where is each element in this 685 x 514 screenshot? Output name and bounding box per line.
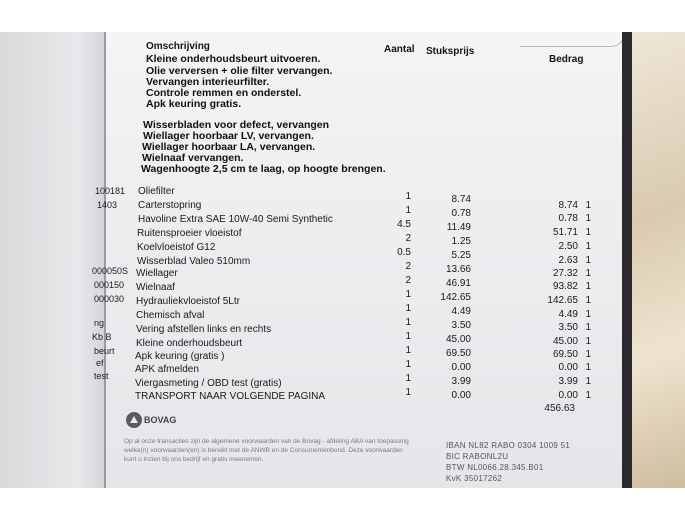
item-qty: 1 (405, 317, 411, 328)
item-qty: 1 (405, 345, 411, 356)
header-unit-price: Stuksprijs (426, 46, 475, 57)
item-amount: 93.82 (552, 281, 578, 292)
bovag-emblem-icon (126, 412, 142, 428)
item-qty: 2 (405, 275, 411, 286)
item-flag: 1 (585, 213, 591, 224)
item-unit-price: 3.50 (451, 320, 471, 331)
item-qty: 1 (405, 303, 411, 314)
item-flag: 1 (585, 295, 591, 306)
description-line: Controle remmen en onderstel. (146, 87, 302, 99)
item-name: Wielnaaf (136, 282, 175, 293)
binder-spine (0, 32, 112, 488)
item-qty: 2 (405, 233, 411, 244)
item-unit-price: 142.65 (440, 292, 471, 303)
left-fragment: test (94, 371, 109, 381)
footer-line: kunt u inzien bij ons bedrijf en gratis meenemen. (124, 456, 264, 463)
item-name: Viergasmeting / OBD test (gratis) (135, 378, 282, 389)
item-name: APK afmelden (135, 364, 199, 375)
item-flag: 1 (585, 268, 591, 279)
item-flag: 1 (585, 376, 591, 387)
description-line: Kleine onderhoudsbeurt uitvoeren. (146, 53, 321, 65)
item-flag: 1 (585, 390, 591, 401)
item-flag: 1 (585, 322, 591, 333)
item-flag: 1 (585, 200, 591, 211)
article-code: 000030 (94, 294, 125, 304)
item-name: Vering afstellen links en rechts (136, 324, 272, 335)
item-qty: 1 (405, 331, 411, 342)
item-flag: 1 (585, 309, 591, 320)
description-line: Wiellager hoorbaar LA, vervangen. (142, 141, 316, 153)
left-fragment: ng (94, 318, 105, 328)
description-line: Wagenhoogte 2,5 cm te laag, op hoogte brengen. (141, 163, 386, 175)
item-name: Kleine onderhoudsbeurt (136, 338, 243, 349)
bovag-logo-text: BOVAG (144, 415, 177, 425)
item-amount: 0.00 (558, 390, 578, 401)
item-amount: 45.00 (552, 336, 578, 347)
item-amount: 69.50 (552, 349, 578, 360)
item-unit-price: 0.78 (451, 208, 471, 219)
transport-total: 456.63 (544, 403, 575, 414)
item-flag: 1 (585, 336, 591, 347)
item-unit-price: 13.66 (445, 264, 471, 275)
item-name: Oliefilter (138, 186, 175, 197)
description-line: Vervangen interieurfilter. (146, 76, 270, 88)
item-qty: 1 (405, 289, 411, 300)
left-fragment: Kb B (92, 332, 112, 342)
item-amount: 4.49 (558, 309, 578, 320)
item-amount: 142.65 (547, 295, 578, 306)
item-flag: 1 (585, 281, 591, 292)
item-name: Wisserblad Valeo 510mm (137, 256, 251, 267)
item-amount: 0.00 (558, 362, 578, 373)
kvk-number: KvK 35017262 (446, 474, 503, 483)
item-unit-price: 11.49 (446, 222, 471, 233)
item-amount: 27.32 (552, 268, 578, 279)
item-name: TRANSPORT NAAR VOLGENDE PAGINA (135, 391, 326, 402)
item-amount: 2.50 (558, 241, 578, 252)
item-name: Carterstopring (138, 200, 202, 211)
item-name: Chemisch afval (136, 310, 205, 321)
item-name: Havoline Extra SAE 10W-40 Semi Synthetic (138, 214, 333, 225)
item-qty: 4.5 (397, 219, 411, 230)
item-amount: 51.71 (552, 227, 578, 238)
item-name: Apk keuring (gratis ) (135, 351, 225, 362)
header-quantity: Aantal (384, 44, 415, 55)
item-unit-price: 45.00 (445, 334, 471, 345)
item-qty: 1 (405, 373, 411, 384)
item-flag: 1 (585, 255, 591, 266)
item-unit-price: 46.91 (445, 278, 471, 289)
item-amount: 3.50 (558, 322, 578, 333)
frame-bottom (0, 488, 685, 514)
item-qty: 2 (405, 261, 411, 272)
item-qty: 1 (405, 387, 411, 398)
item-qty: 1 (405, 359, 411, 370)
btw-number: BTW NL0066.28.345.B01 (446, 463, 544, 472)
article-code: 1403 (97, 200, 118, 210)
item-amount: 3.99 (558, 376, 578, 387)
item-unit-price: 1.25 (451, 236, 471, 247)
description-line: Wisserbladen voor defect, vervangen (143, 119, 330, 131)
leather-surface (632, 32, 685, 488)
footer-line: welke(n) voorwaarden(en) is bereikt met de ANWB en de Consumentenbond. Deze voorwaarden (124, 447, 403, 454)
item-name: Wiellager (136, 268, 178, 279)
description-line: Olie verversen + olie filter vervangen. (146, 65, 333, 77)
item-name: Koelvloeistof G12 (137, 242, 216, 253)
item-name: Hydrauliekvloeistof 5Ltr (136, 296, 240, 307)
left-fragment: ef (96, 358, 104, 368)
item-flag: 1 (585, 362, 591, 373)
article-code: 000150 (94, 280, 125, 290)
item-amount: 2.63 (558, 255, 578, 266)
header-amount: Bedrag (549, 54, 584, 65)
item-unit-price: 5.25 (451, 250, 471, 261)
item-name: Ruitensproeier vloeistof (137, 228, 242, 239)
description-line: Wielnaaf vervangen. (142, 152, 244, 164)
item-flag: 1 (585, 241, 591, 252)
article-code: 000050S (92, 266, 129, 276)
item-amount: 8.74 (558, 200, 578, 211)
item-qty: 1 (405, 191, 411, 202)
item-amount: 0.78 (558, 213, 578, 224)
description-line: Wiellager hoorbaar LV, vervangen. (143, 130, 314, 142)
item-qty: 0.5 (397, 247, 411, 258)
bovag-logo (126, 412, 177, 430)
item-flag: 1 (585, 227, 591, 238)
left-fragment: beurt (94, 346, 115, 356)
item-unit-price: 0.00 (451, 390, 471, 401)
item-unit-price: 4.49 (451, 306, 471, 317)
description-line: Apk keuring gratis. (146, 98, 242, 110)
header-description: Omschrijving (146, 41, 210, 52)
frame-top (0, 0, 685, 32)
item-qty: 1 (405, 205, 411, 216)
item-flag: 1 (585, 349, 591, 360)
item-unit-price: 0.00 (451, 362, 471, 373)
bic: BIC RABONL2U (446, 452, 509, 461)
article-code: 100181 (95, 186, 126, 196)
page-curl (520, 32, 625, 47)
item-unit-price: 8.74 (451, 194, 471, 205)
iban: IBAN NL82 RABO 0304 1009 51 (446, 441, 571, 450)
item-unit-price: 69.50 (445, 348, 471, 359)
footer-line: Op al onze transacties zijn de algemene voorwaarden van de Bovag - afdeling ABA van toepassing (124, 438, 409, 445)
item-unit-price: 3.99 (451, 376, 471, 387)
